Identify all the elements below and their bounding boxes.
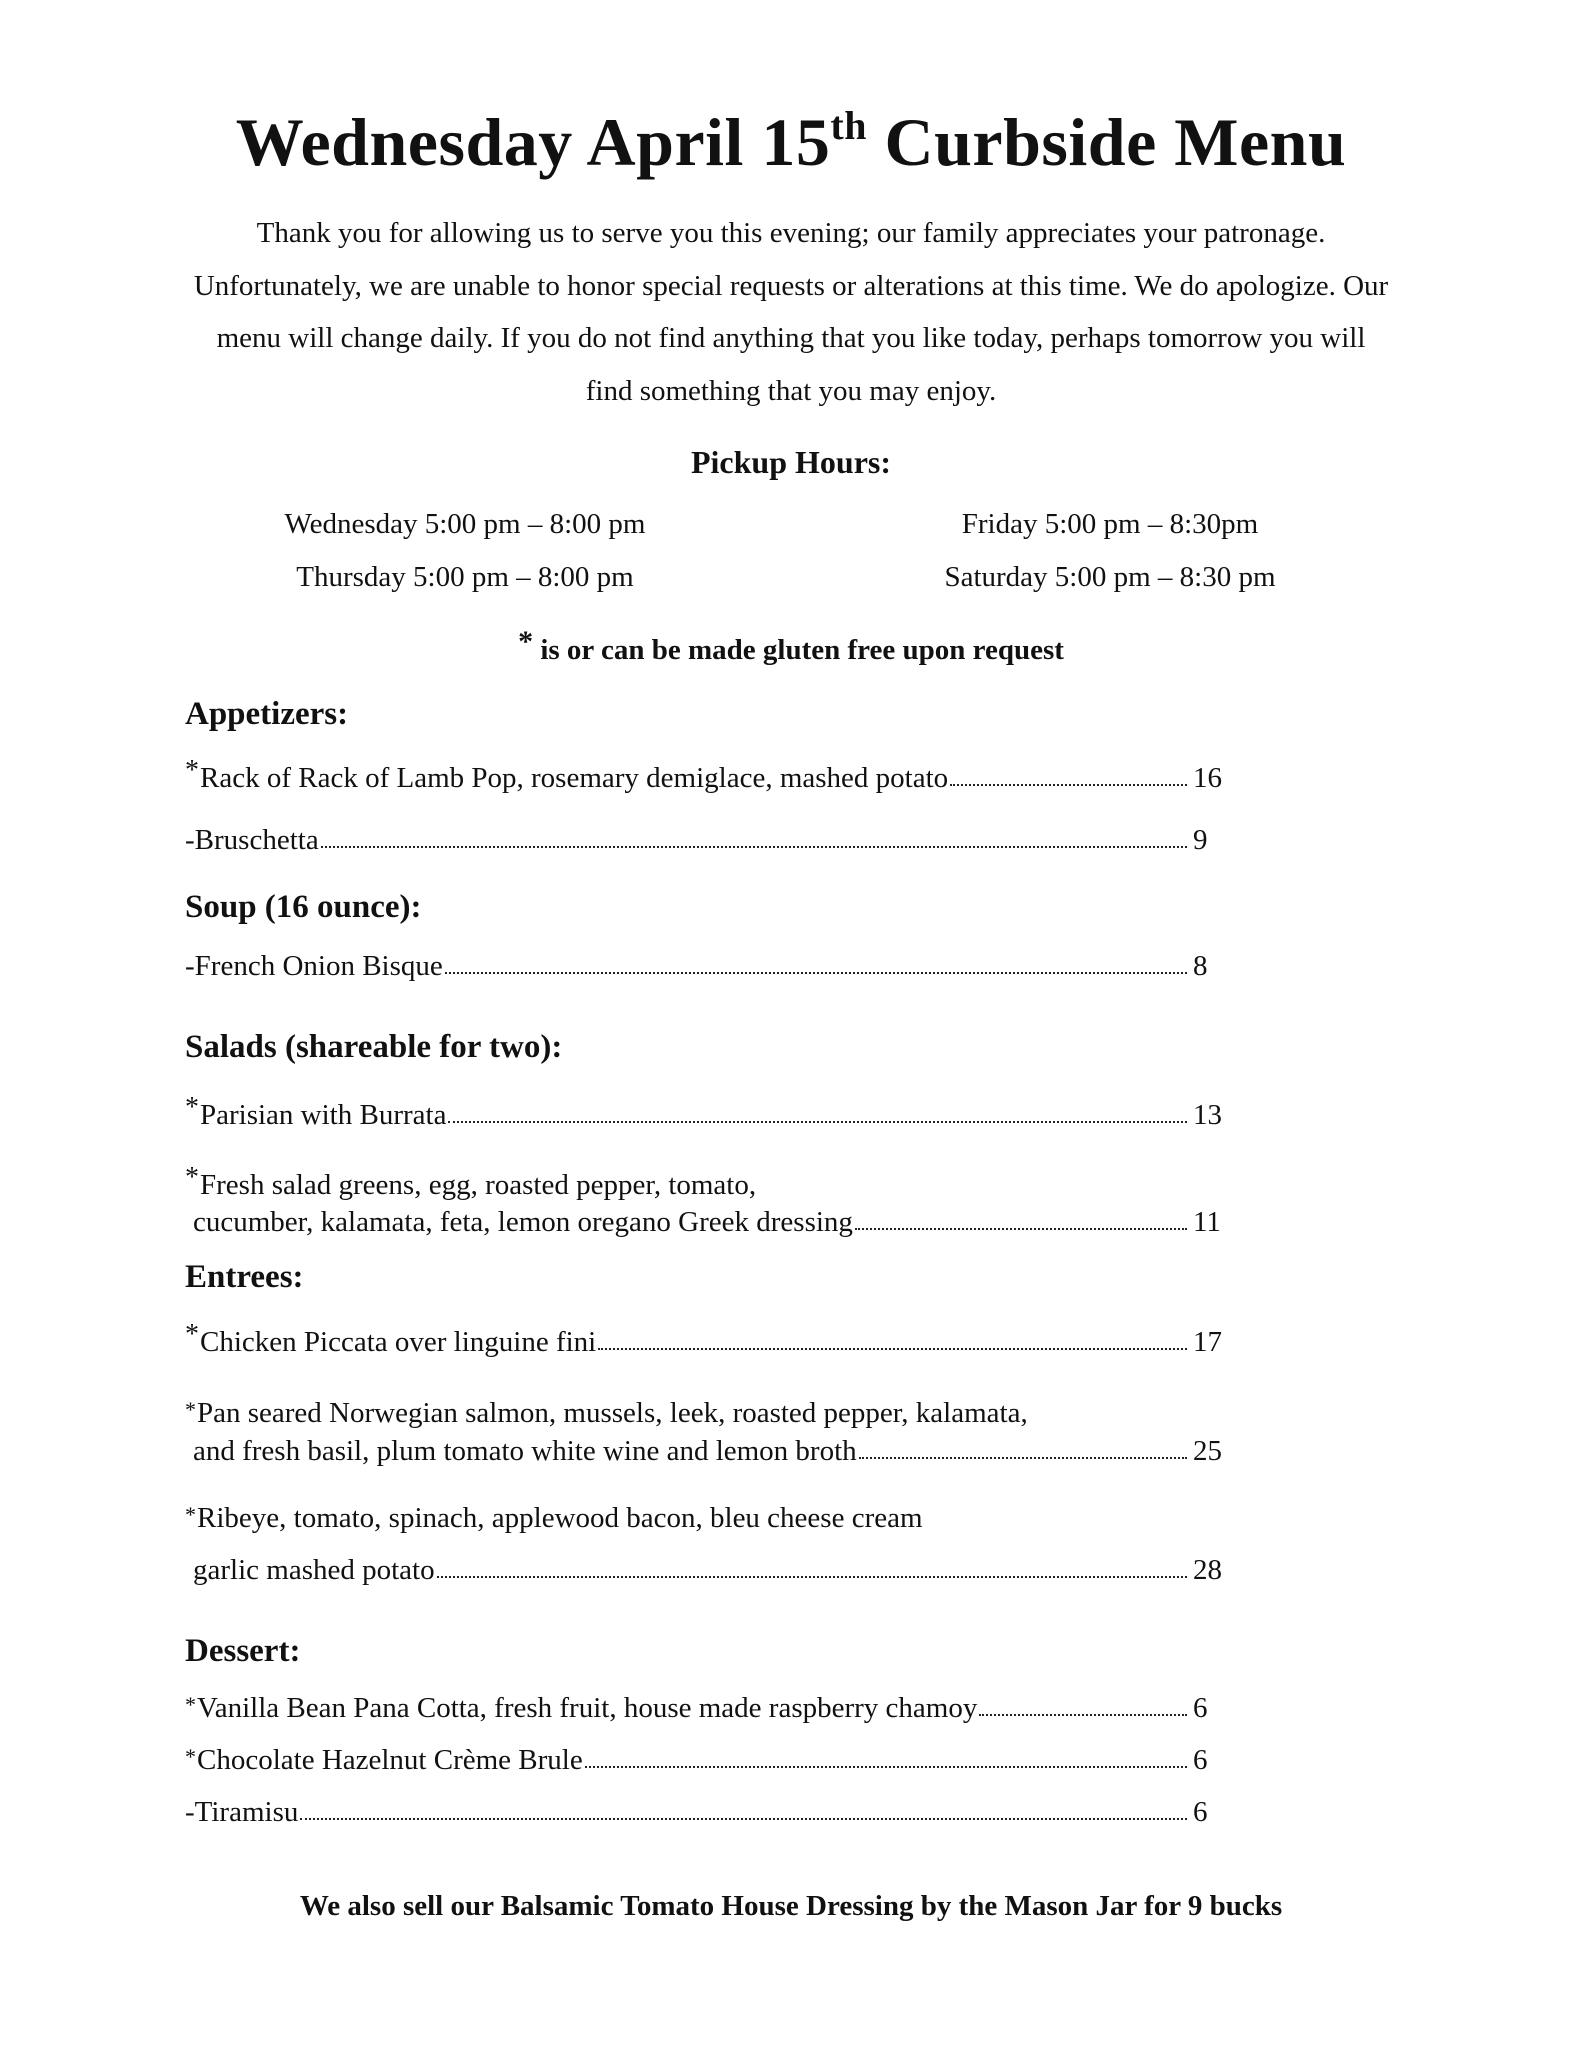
item-name-cont: garlic mashed potato xyxy=(193,1554,435,1586)
item-price: 13 xyxy=(1193,1099,1222,1131)
item-name: Chocolate Hazelnut Crème Brule xyxy=(197,1744,583,1776)
hours-friday: Friday 5:00 pm – 8:30pm xyxy=(961,508,1259,540)
item-name: Ribeye, tomato, spinach, applewood bacon, bleu cheese cream xyxy=(197,1502,923,1534)
menu-item-greek-salad xyxy=(185,1162,1225,1240)
footer-note: We also sell our Balsamic Tomato House Dressing by the Mason Jar for 9 bucks xyxy=(299,1890,1283,1922)
item-price: 16 xyxy=(1193,762,1222,794)
dot-leader xyxy=(321,829,1187,849)
menu-item-chicken-piccata xyxy=(185,1319,1225,1361)
dot-leader xyxy=(950,767,1187,787)
item-prefix: - xyxy=(185,1796,195,1828)
item-name-cont: cucumber, kalamata, feta, lemon oregano Greek dressing xyxy=(193,1206,853,1238)
item-name: Vanilla Bean Pana Cotta, fresh fruit, house made raspberry chamoy xyxy=(197,1692,978,1724)
section-heading-appetizers: Appetizers: xyxy=(185,696,349,732)
section-heading-entrees: Entrees: xyxy=(185,1259,304,1295)
dot-leader xyxy=(598,1331,1187,1351)
section-heading-dessert: Dessert: xyxy=(185,1633,301,1669)
item-name: Chicken Piccata over linguine fini xyxy=(200,1326,597,1358)
asterisk-icon: * xyxy=(185,1744,196,1769)
title-suffix: Curbside Menu xyxy=(866,104,1347,180)
item-name: Parisian with Burrata xyxy=(200,1099,447,1131)
menu-item-bruschetta xyxy=(185,822,1225,858)
dot-leader xyxy=(859,1440,1187,1460)
gluten-free-text: is or can be made gluten free upon request xyxy=(533,634,1064,666)
pickup-hours-left xyxy=(185,498,745,603)
asterisk-icon: * xyxy=(518,625,534,658)
item-name: Pan seared Norwegian salmon, mussels, leek, roasted pepper, kalamata, xyxy=(197,1397,1028,1429)
asterisk-icon: * xyxy=(185,1397,196,1422)
hours-thursday: Thursday 5:00 pm – 8:00 pm xyxy=(296,560,634,593)
dot-leader xyxy=(300,1801,1187,1821)
section-heading-salads: Salads (shareable for two): xyxy=(185,1029,563,1065)
asterisk-icon: * xyxy=(185,1319,199,1350)
menu-item-creme-brule xyxy=(185,1742,1225,1780)
dot-leader xyxy=(437,1559,1187,1579)
pickup-hours-heading: Pickup Hours: xyxy=(690,444,892,480)
hours-wednesday: Wednesday 5:00 pm – 8:00 pm xyxy=(284,508,646,540)
item-price: 25 xyxy=(1193,1435,1222,1467)
dot-leader xyxy=(979,1697,1187,1717)
gluten-free-note xyxy=(0,625,1582,670)
item-price: 6 xyxy=(1193,1744,1208,1776)
menu-item-tiramisu xyxy=(185,1794,1225,1830)
item-prefix: - xyxy=(185,950,195,982)
dot-leader xyxy=(855,1211,1187,1231)
asterisk-icon: * xyxy=(185,1162,199,1193)
item-prefix: - xyxy=(185,824,195,856)
item-price: 8 xyxy=(1193,950,1208,982)
asterisk-icon: * xyxy=(185,1692,196,1717)
item-price: 6 xyxy=(1193,1796,1208,1828)
menu-item-parisian xyxy=(185,1092,1225,1134)
item-name: French Onion Bisque xyxy=(194,950,443,982)
title-main: Wednesday April 15 xyxy=(235,104,831,180)
item-name: Tiramisu xyxy=(194,1796,299,1828)
intro-paragraph: Thank you for allowing us to serve you this evening; our family appreciates your patronage. Unfortunately, we are unable to honor special requests or alterations at this time. We do apologize. Our menu will change daily. If you do not find anything that you like today, perhaps tomorrow you will find something that you may enjoy. xyxy=(193,217,1389,407)
menu-item-french-onion xyxy=(185,948,1225,984)
item-price: 28 xyxy=(1193,1554,1222,1586)
item-name-cont: and fresh basil, plum tomato white wine and lemon broth xyxy=(193,1435,857,1467)
item-name: Fresh salad greens, egg, roasted pepper, tomato, xyxy=(200,1169,757,1201)
asterisk-icon: * xyxy=(185,1502,196,1527)
dot-leader xyxy=(445,955,1187,975)
page-title xyxy=(0,103,1582,180)
menu-item-pana-cotta xyxy=(185,1690,1225,1728)
item-price: 17 xyxy=(1193,1326,1222,1358)
asterisk-icon: * xyxy=(185,1092,199,1123)
hours-saturday: Saturday 5:00 pm – 8:30 pm xyxy=(944,560,1276,593)
dot-leader xyxy=(585,1749,1187,1769)
item-name: Bruschetta xyxy=(194,824,319,856)
title-ordinal: th xyxy=(830,103,867,148)
item-price: 11 xyxy=(1193,1206,1221,1238)
dot-leader xyxy=(448,1104,1187,1124)
item-price: 6 xyxy=(1193,1692,1208,1724)
menu-item-ribeye xyxy=(185,1500,1225,1588)
item-name: Rack of Rack of Lamb Pop, rosemary demiglace, mashed potato xyxy=(200,762,949,794)
menu-item-lamb xyxy=(185,755,1225,797)
pickup-hours-right xyxy=(830,498,1390,603)
asterisk-icon: * xyxy=(185,755,199,786)
section-heading-soup: Soup (16 ounce): xyxy=(185,889,422,925)
menu-item-salmon xyxy=(185,1395,1225,1469)
item-price: 9 xyxy=(1193,824,1208,856)
